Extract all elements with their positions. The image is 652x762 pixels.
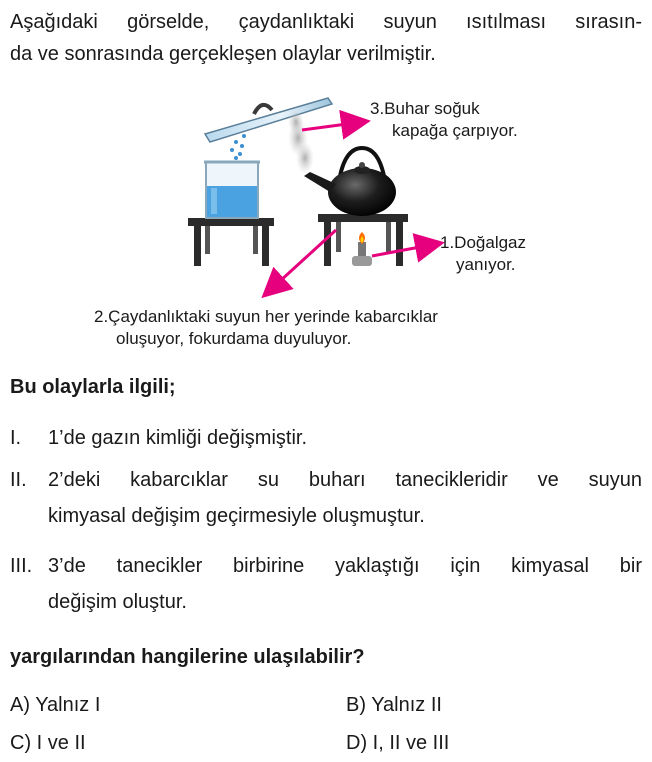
statement-1-text: 1’de gazın kimliği değişmiştir. [48, 427, 307, 449]
option-c[interactable]: C) I ve II [10, 732, 86, 754]
label-3-line-1: 3.Buhar soğuk [370, 99, 480, 118]
option-b[interactable]: B) Yalnız II [346, 694, 442, 716]
cold-lid [205, 98, 332, 142]
statement-2-number: II. [10, 469, 27, 491]
option-a[interactable]: A) Yalnız I [10, 694, 101, 716]
arrow-3 [302, 122, 362, 130]
statement-2 [10, 462, 642, 534]
label-3-line-2: kapağa çarpıyor. [392, 121, 518, 140]
label-2-line-1: 2.Çaydanlıktaki suyun her yerinde kabarcıklar [94, 307, 438, 326]
beaker [204, 162, 260, 218]
statement-2-line-1: 2’deki kabarcıklar su buharı tanecikleridir ve suyun [48, 469, 642, 491]
intro-line-2: da ve sonrasında gerçekleşen olaylar verilmiştir. [10, 43, 436, 65]
condensation-droplets [230, 134, 246, 160]
label-1-line-2: yanıyor. [456, 255, 516, 274]
statement-1-number: I. [10, 427, 22, 449]
left-stand [188, 218, 274, 266]
statement-3 [10, 548, 642, 620]
label-2-line-2: oluşuyor, fokurdama duyuluyor. [116, 329, 352, 348]
question: yargılarından hangilerine ulaşılabilir? [10, 646, 365, 668]
arrow-1 [372, 244, 436, 256]
statement-3-line-1: 3’de tanecikler birbirine yaklaştığı için kimyasal bir [48, 555, 642, 577]
statement-3-number: III. [10, 555, 33, 577]
gas-burner [352, 232, 372, 266]
intro-line-1: Aşağıdaki görselde, çaydanlıktaki suyun ısıtılması sırasın- [10, 11, 642, 33]
label-1 [440, 232, 526, 276]
intro-text [10, 6, 642, 70]
label-3 [370, 98, 518, 142]
label-2 [94, 306, 438, 350]
prompt-heading: Bu olaylarla ilgili; [10, 376, 176, 398]
option-d[interactable]: D) I, II ve III [346, 732, 450, 754]
statement-2-line-2: kimyasal değişim geçirmesiyle oluşmuştur. [48, 505, 425, 527]
figure [0, 92, 652, 362]
statement-3-line-2: değişim oluştur. [48, 591, 187, 613]
statement-1 [10, 420, 642, 456]
steam [288, 110, 314, 174]
label-1-line-1: 1.Doğalgaz [440, 233, 527, 252]
kettle [304, 148, 396, 216]
